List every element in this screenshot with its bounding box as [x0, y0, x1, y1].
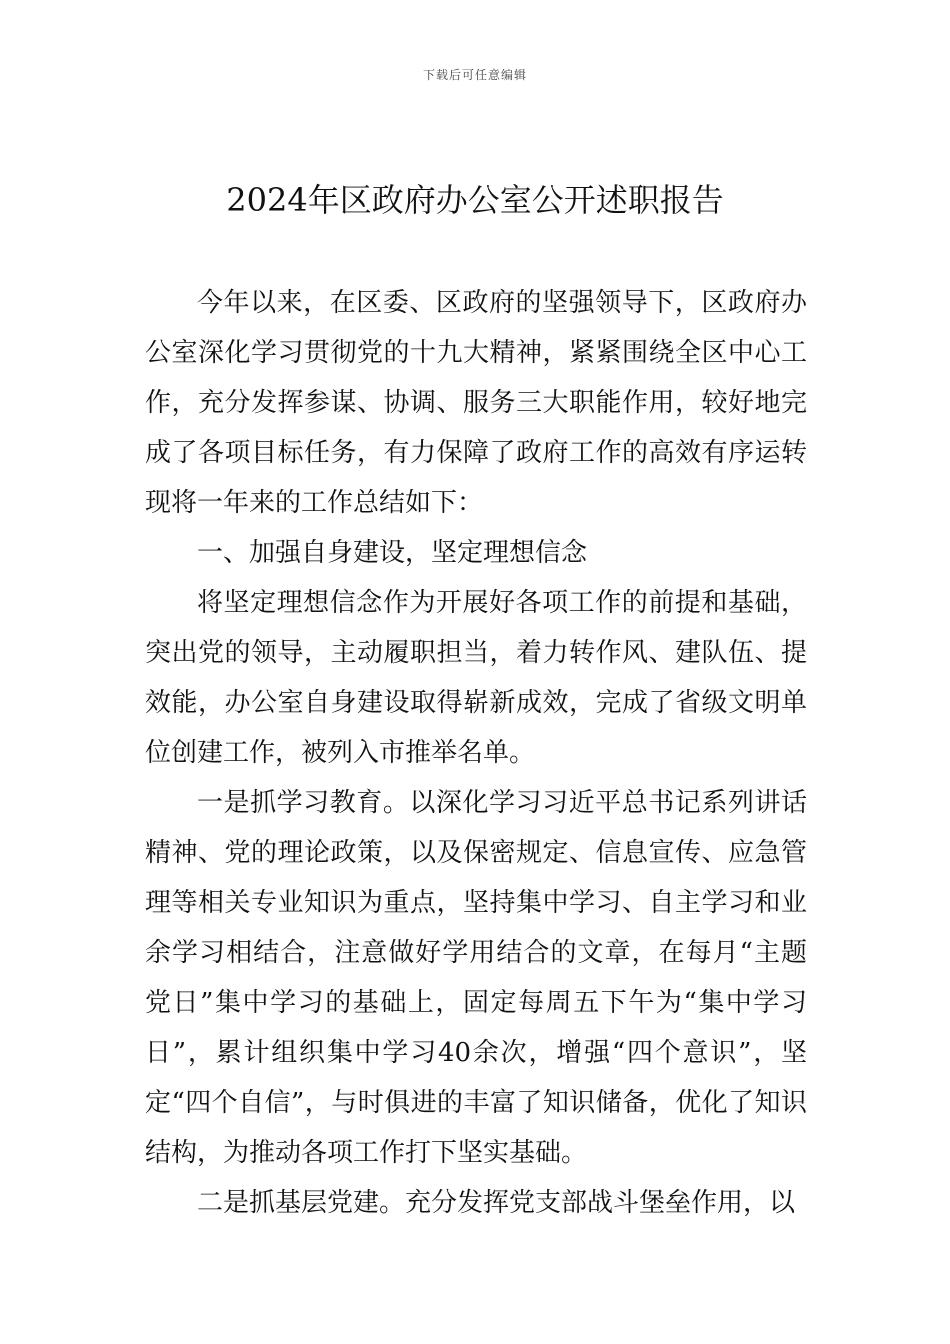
section-heading-1: 一、加强自身建设，坚定理想信念: [197, 538, 588, 568]
paragraph-intro: 今年以来，在区委、区政府的坚强领导下，区政府办公室深化学习贯彻党的十九大精神，紧紧围绕全区中心工作，充分发挥参谋、协调、服务三大职能作用，较好地完成了各项目标任务，有力保障了政府工作的高效有序运转现将一年来的工作总结如下：: [145, 288, 807, 518]
header-note: 下载后可任意编辑: [422, 68, 527, 82]
document-title: 2024年区政府办公室公开述职报告: [226, 181, 724, 219]
document-body: [145, 278, 807, 1228]
paragraph-study-education: 一是抓学习教育。以深化学习习近平总书记系列讲话精神、党的理论政策，以及保密规定、信息宣传、应急管理等相关专业知识为重点，坚持集中学习、自主学习和业余学习相结合，注意做好学用结合的文章，在每月“主题党日”集中学习的基础上，固定每周五下午为“集中学习日”，累计组织集中学习40余次，增强“四个意识”，坚定“四个自信”，与时俱进的丰富了知识储备，优化了知识结构，为推动各项工作打下坚实基础。: [145, 788, 807, 1168]
paragraph-section-1: 将坚定理想信念作为开展好各项工作的前提和基础，突出党的领导，主动履职担当，着力转作风、建队伍、提效能，办公室自身建设取得崭新成效，完成了省级文明单位创建工作，被列入市推举名单。: [145, 588, 807, 768]
paragraph-party-building: 二是抓基层党建。充分发挥党支部战斗堡垒作用，以: [197, 1188, 796, 1218]
